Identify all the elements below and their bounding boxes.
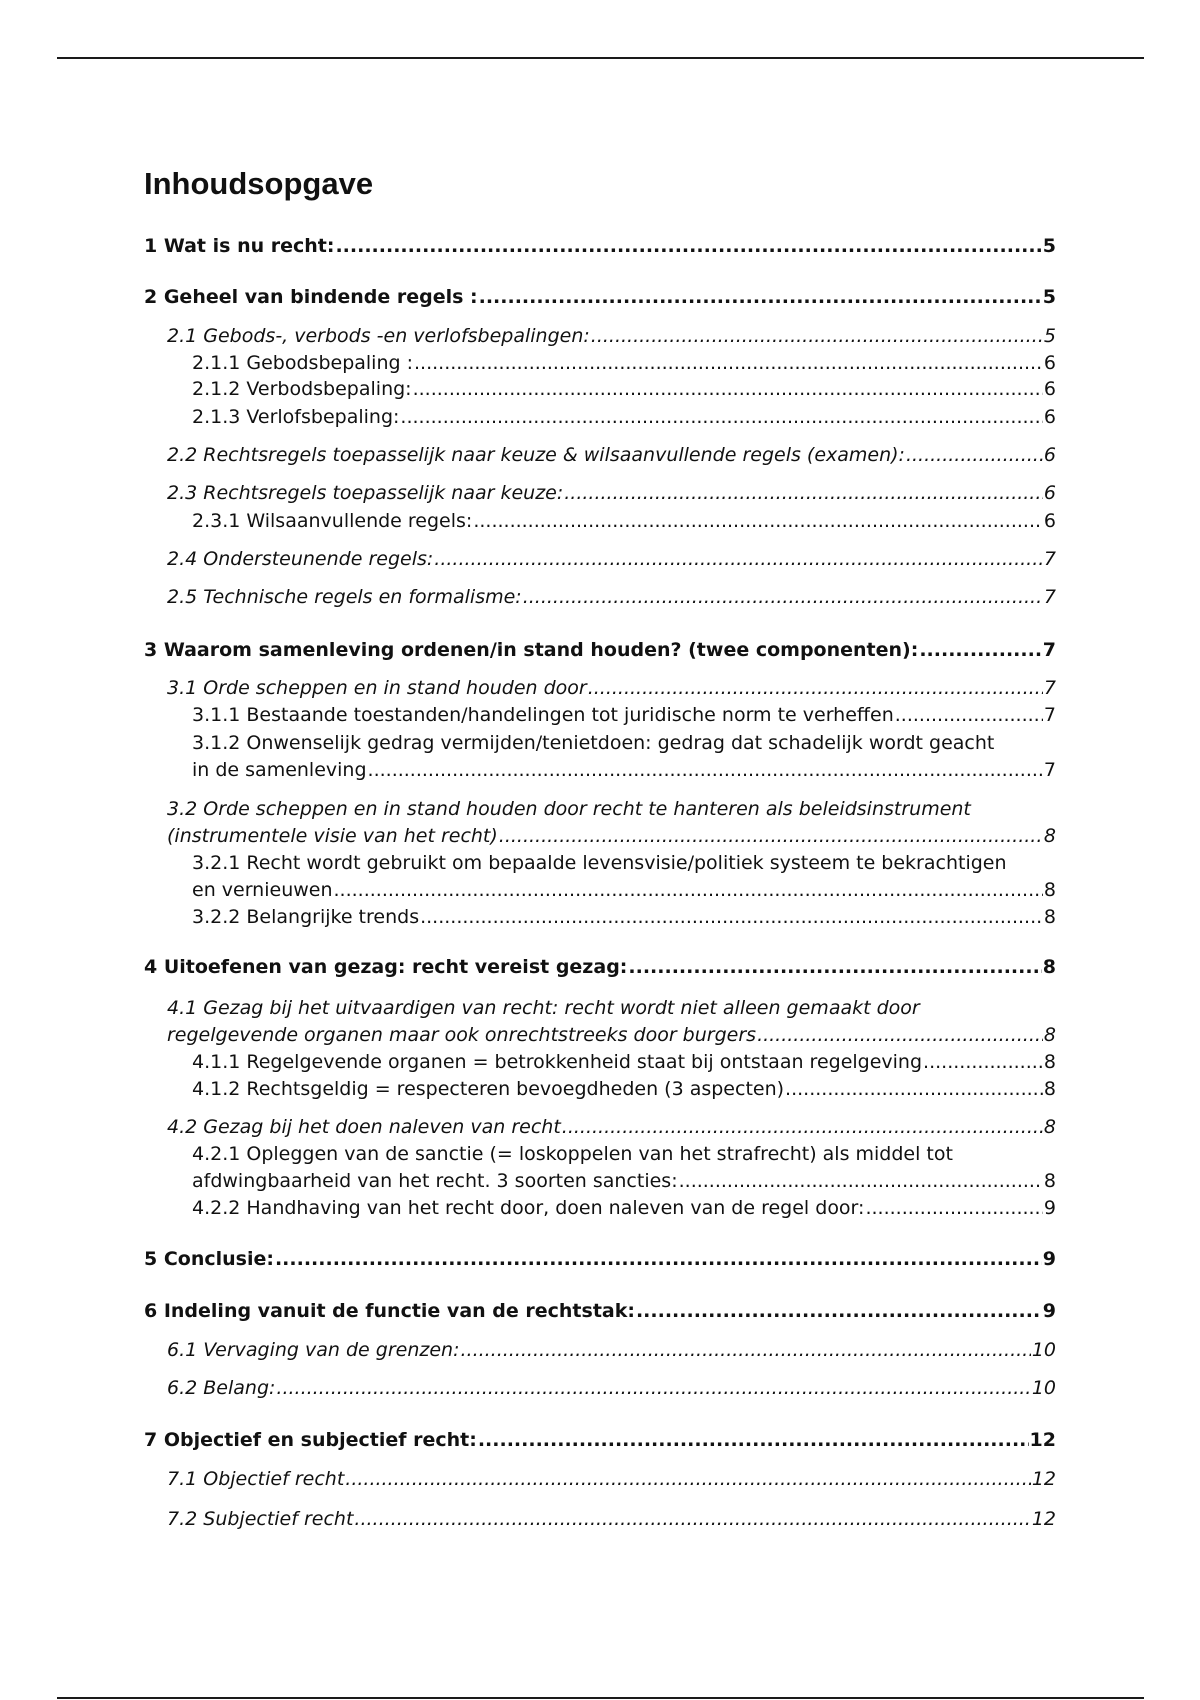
toc-page-number: 7 — [1043, 759, 1056, 781]
toc-page-number: 12 — [1031, 1508, 1056, 1530]
toc-entry-2-3[interactable] — [167, 480, 1056, 507]
dot-leader — [785, 1076, 1043, 1103]
dot-leader — [499, 823, 1043, 850]
toc-page-number: 6 — [1043, 352, 1056, 374]
toc-title: Inhoudsopgave — [144, 166, 374, 201]
toc-page-number: 9 — [1042, 1248, 1056, 1270]
toc-entry-text: 4.2 Gezag bij het doen naleven van recht — [167, 1116, 561, 1138]
dot-leader — [479, 284, 1042, 311]
dot-leader — [895, 702, 1043, 729]
toc-page-number: 6 — [1043, 378, 1056, 400]
toc-entry-6-2[interactable] — [167, 1375, 1056, 1402]
toc-entry-2-1[interactable] — [167, 323, 1056, 350]
dot-leader — [865, 1195, 1042, 1222]
toc-entry-text: 2.3.1 Wilsaanvullende regels: — [192, 510, 473, 532]
toc-entry-text: 2.4 Ondersteunende regels: — [167, 548, 434, 570]
toc-entry-text-line1: 4.2.1 Opleggen van de sanctie (= loskoppelen van het strafrecht) als middel tot — [192, 1143, 953, 1165]
dot-leader — [919, 637, 1041, 664]
toc-entry-3[interactable] — [144, 637, 1056, 664]
toc-entry-3-2-1[interactable] — [192, 850, 1056, 904]
toc-page-number: 8 — [1043, 1078, 1056, 1100]
toc-page-number: 5 — [1043, 325, 1056, 347]
toc-entry-2-3-1[interactable] — [192, 508, 1056, 535]
toc-page-number: 9 — [1042, 1300, 1056, 1322]
toc-entry-7-1[interactable] — [167, 1466, 1056, 1493]
toc-entry-3-2-2[interactable] — [192, 904, 1056, 931]
toc-entry-text-line1: 3.2.1 Recht wordt gebruikt om bepaalde levensvisie/politiek systeem te bekrachtigen — [192, 852, 1007, 874]
toc-entry-text-line1: 3.2 Orde scheppen en in stand houden door recht te hanteren als beleidsinstrument — [167, 798, 971, 820]
toc-entry-6[interactable] — [144, 1298, 1056, 1325]
toc-entry-text: 3 Waarom samenleving ordenen/in stand houden? (twee componenten): — [144, 639, 919, 661]
dot-leader — [368, 757, 1043, 784]
toc-page-number: 6 — [1043, 510, 1056, 532]
toc-page-number: 7 — [1043, 677, 1056, 699]
dot-leader — [334, 877, 1043, 904]
toc-entry-text: 1 Wat is nu recht: — [144, 235, 335, 257]
dot-leader — [562, 1114, 1043, 1141]
toc-entry-3-1-1[interactable] — [192, 702, 1056, 729]
dot-leader — [413, 376, 1043, 403]
dot-leader — [275, 1246, 1042, 1273]
toc-page-number: 8 — [1043, 906, 1056, 928]
toc-entry-text: 2.1.2 Verbodsbepaling: — [192, 378, 412, 400]
toc-entry-2-5[interactable] — [167, 584, 1056, 611]
toc-entry-text: 3.2.2 Belangrijke trends — [192, 906, 420, 928]
toc-entry-text: 4 Uitoefenen van gezag: recht vereist gezag: — [144, 956, 628, 978]
dot-leader — [354, 1506, 1030, 1533]
toc-entry-text: 2.2 Rechtsregels toepasselijk naar keuze & wilsaanvullende regels (examen): — [167, 444, 905, 466]
toc-page-number: 12 — [1031, 1468, 1056, 1490]
toc-page-number: 8 — [1043, 1116, 1056, 1138]
toc-entry-text: 2.3 Rechtsregels toepasselijk naar keuze: — [167, 482, 564, 504]
toc-entry-4-2-1[interactable] — [192, 1141, 1056, 1195]
toc-entry-text: 2.1.3 Verlofsbepaling: — [192, 406, 400, 428]
toc-entry-6-1[interactable] — [167, 1337, 1056, 1364]
toc-entry-text: 7.1 Objectief recht — [167, 1468, 345, 1490]
toc-entry-text-line1: 3.1.2 Onwenselijk gedrag vermijden/tenietdoen: gedrag dat schadelijk wordt geacht — [192, 732, 995, 754]
dot-leader — [757, 1022, 1043, 1049]
toc-page-number: 8 — [1042, 956, 1056, 978]
dot-leader — [420, 904, 1043, 931]
toc-entry-text: 6.1 Vervaging van de grenzen: — [167, 1339, 460, 1361]
toc-entry-text: 3.1.1 Bestaande toestanden/handelingen tot juridische norm te verheffen — [192, 704, 894, 726]
toc-page-number: 8 — [1043, 1024, 1056, 1046]
toc-page-number: 8 — [1043, 879, 1056, 901]
toc-entry-text: 2 Geheel van bindende regels : — [144, 286, 478, 308]
toc-page-number: 10 — [1031, 1377, 1056, 1399]
toc-page-number: 5 — [1042, 286, 1056, 308]
toc-entry-text: en vernieuwen — [192, 879, 333, 901]
toc-entry-4-1[interactable] — [167, 995, 1056, 1049]
dot-leader — [591, 323, 1043, 350]
footer-rule — [57, 1697, 1144, 1699]
toc-entry-2-4[interactable] — [167, 546, 1056, 573]
dot-leader — [460, 1337, 1030, 1364]
toc-entry-text: 4.1.1 Regelgevende organen = betrokkenheid staat bij ontstaan regelgeving — [192, 1051, 923, 1073]
toc-entry-4-1-2[interactable] — [192, 1076, 1056, 1103]
toc-entry-7-2[interactable] — [167, 1506, 1056, 1533]
toc-entry-2[interactable] — [144, 284, 1056, 311]
toc-page-number: 7 — [1043, 586, 1056, 608]
toc-page-number: 7 — [1043, 704, 1056, 726]
toc-entry-5[interactable] — [144, 1246, 1056, 1273]
toc-page-number: 6 — [1043, 482, 1056, 504]
toc-page-number: 10 — [1031, 1339, 1056, 1361]
toc-entry-text: 2.5 Technische regels en formalisme: — [167, 586, 522, 608]
toc-entry-text: 6.2 Belang: — [167, 1377, 276, 1399]
toc-page-number: 7 — [1042, 639, 1056, 661]
dot-leader — [473, 508, 1043, 535]
toc-entry-text-line1: 4.1 Gezag bij het uitvaardigen van recht: recht wordt niet alleen gemaakt door — [167, 997, 920, 1019]
toc-entry-7[interactable] — [144, 1427, 1056, 1454]
toc-entry-3-1-2[interactable] — [192, 730, 1056, 784]
toc-entry-text: (instrumentele visie van het recht) — [167, 825, 498, 847]
toc-entry-text: 7.2 Subjectief recht — [167, 1508, 354, 1530]
toc-entry-2-1-3[interactable] — [192, 404, 1056, 431]
toc-page-number: 6 — [1043, 444, 1056, 466]
toc-entry-text: regelgevende organen maar ook onrechtstreeks door burgers — [167, 1024, 757, 1046]
dot-leader — [564, 480, 1043, 507]
toc-entry-text: 4.1.2 Rechtsgeldig = respecteren bevoegdheden (3 aspecten) — [192, 1078, 785, 1100]
dot-leader — [523, 584, 1043, 611]
toc-entry-text: 4.2.2 Handhaving van het recht door, doen naleven van de regel door: — [192, 1197, 865, 1219]
dot-leader — [276, 1375, 1030, 1402]
toc-page-number: 5 — [1042, 235, 1056, 257]
toc-entry-2-2[interactable] — [167, 442, 1056, 469]
toc-entry-4-1-1[interactable] — [192, 1049, 1056, 1076]
toc-entry-3-2[interactable] — [167, 796, 1056, 850]
toc-entry-2-1-2[interactable] — [192, 376, 1056, 403]
toc-entry-1[interactable] — [144, 233, 1056, 260]
dot-leader — [588, 675, 1043, 702]
toc-page-number: 8 — [1043, 825, 1056, 847]
dot-leader — [400, 404, 1042, 431]
toc-page-number: 12 — [1029, 1429, 1056, 1451]
toc-entry-4-2-2[interactable] — [192, 1195, 1056, 1222]
dot-leader — [906, 442, 1043, 469]
toc-entry-text: 2.1 Gebods-, verbods -en verlofsbepalingen: — [167, 325, 590, 347]
toc-entry-4[interactable] — [144, 954, 1056, 981]
dot-leader — [923, 1049, 1043, 1076]
dot-leader — [679, 1168, 1043, 1195]
dot-leader — [434, 546, 1043, 573]
toc-page-number: 8 — [1043, 1051, 1056, 1073]
toc-entry-2-1-1[interactable] — [192, 350, 1056, 377]
toc-entry-3-1[interactable] — [167, 675, 1056, 702]
toc-entry-text: 2.1.1 Gebodsbepaling : — [192, 352, 413, 374]
toc-page-number: 7 — [1043, 548, 1056, 570]
dot-leader — [335, 233, 1041, 260]
dot-leader — [636, 1298, 1042, 1325]
toc-entry-text: 3.1 Orde scheppen en in stand houden door — [167, 677, 587, 699]
dot-leader — [628, 954, 1041, 981]
dot-leader — [345, 1466, 1031, 1493]
toc-entry-text: 6 Indeling vanuit de functie van de rechtstak: — [144, 1300, 635, 1322]
toc-entry-4-2[interactable] — [167, 1114, 1056, 1141]
toc-entry-text: afdwingbaarheid van het recht. 3 soorten sancties: — [192, 1170, 678, 1192]
toc-entry-text: 5 Conclusie: — [144, 1248, 274, 1270]
toc-page-number: 8 — [1043, 1170, 1056, 1192]
toc-page-number: 9 — [1043, 1197, 1056, 1219]
dot-leader — [478, 1427, 1029, 1454]
toc-page-number: 6 — [1043, 406, 1056, 428]
toc-entry-text: in de samenleving — [192, 759, 367, 781]
toc-entry-text: 7 Objectief en subjectief recht: — [144, 1429, 477, 1451]
dot-leader — [414, 350, 1043, 377]
